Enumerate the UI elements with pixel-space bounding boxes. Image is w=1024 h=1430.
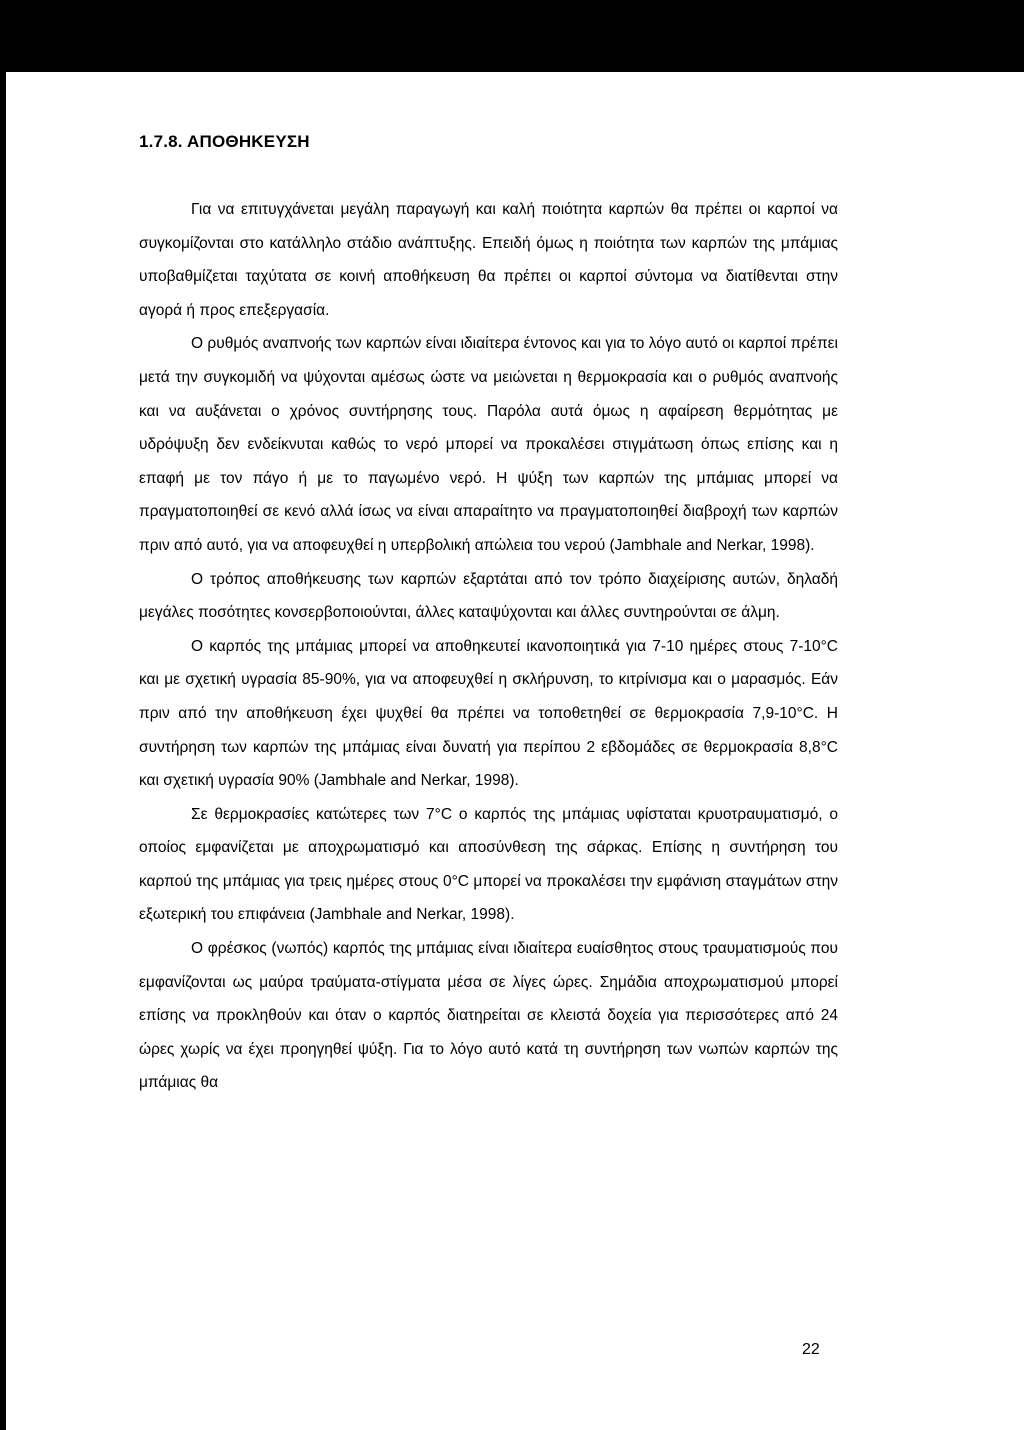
scan-top-border <box>0 0 1024 72</box>
paragraph-chilling-injury: Σε θερμοκρασίες κατώτερες των 7°C ο καρπός της μπάμιας υφίσταται κρυοτραυματισμό, ο οποίος εμφανίζεται με αποχρωματισμό και αποσύνθεση της σάρκας. Επίσης η συντήρηση του καρπού της μπάμιας για τρεις ημέρες στους 0°C μπορεί να προκαλέσει την εμφάνιση σταγμάτων στην εξωτερική του επιφάνεια (Jambhale and Nerkar, 1998). <box>139 805 838 924</box>
body-text <box>139 193 838 1100</box>
paragraph-intro: Για να επιτυγχάνεται μεγάλη παραγωγή και καλή ποιότητα καρπών θα πρέπει οι καρποί να συγκομίζονται στο κατάλληλο στάδιο ανάπτυξης. Επειδή όμως η ποιότητα των καρπών της μπάμιας υποβαθμίζεται ταχύτατα σε κοινή αποθήκευση θα πρέπει οι καρποί σύντομα να διατίθενται στην αγορά ή προς επεξεργασία. <box>139 201 838 319</box>
section-heading: 1.7.8. ΑΠΟΘΗΚΕΥΣΗ <box>139 132 310 151</box>
scan-left-border <box>0 0 6 1430</box>
paragraph-fresh-fruit: Ο φρέσκος (νωπός) καρπός της μπάμιας είναι ιδιαίτερα ευαίσθητος στους τραυματισμούς που εμφανίζονται ως μαύρα τραύματα-στίγματα μέσα σε λίγες ώρες. Σημάδια αποχρωματισμού μπορεί επίσης να προκληθούν και όταν ο καρπός διατηρείται σε κλειστά δοχεία για περισσότερες από 24 ώρες χωρίς να έχει προηγηθεί ψύξη. Για το λόγο αυτό κατά τη συντήρηση των νωπών καρπών της μπάμιας θα <box>139 940 838 1092</box>
paragraph-respiration: Ο ρυθμός αναπνοής των καρπών είναι ιδιαίτερα έντονος και για το λόγο αυτό οι καρποί πρέπει μετά την συγκομιδή να ψύχονται αμέσως ώστε να μειώνεται η θερμοκρασία και ο ρυθμός αναπνοής και να αυξάνεται ο χρόνος συντήρησης τους. Παρόλα αυτά όμως η αφαίρεση θερμότητας με υδρόψυξη δεν ενδείκνυται καθώς το νερό μπορεί να προκαλέσει στιγμάτωση όπως επίσης και η επαφή με τον πάγο ή με το παγωμένο νερό. Η ψύξη των καρπών της μπάμιας μπορεί να πραγματοποιηθεί σε κενό αλλά ίσως να είναι απαραίτητο να πραγματοποιηθεί διαβροχή των καρπών πριν από αυτό, για να αποφευχθεί η υπερβολική απώλεια του νερού (Jambhale and Nerkar, 1998). <box>139 335 838 554</box>
paragraph-storage-conditions: Ο καρπός της μπάμιας μπορεί να αποθηκευτεί ικανοποιητικά για 7-10 ημέρες στους 7-10°C και με σχετική υγρασία 85-90%, για να αποφευχθεί η σκλήρυνση, το κιτρίνισμα και ο μαρασμός. Εάν πριν από την αποθήκευση έχει ψυχθεί θα πρέπει να τοποθετηθεί σε θερμοκρασία 7,9-10°C. Η συντήρηση των καρπών της μπάμιας είναι δυνατή για περίπου 2 εβδομάδες σε θερμοκρασία 8,8°C και σχετική υγρασία 90% (Jambhale and Nerkar, 1998). <box>139 637 838 790</box>
page-number: 22 <box>802 1341 820 1358</box>
paragraph-storage-method: Ο τρόπος αποθήκευσης των καρπών εξαρτάται από τον τρόπο διαχείρισης αυτών, δηλαδή μεγάλες ποσότητες κονσερβοποιούνται, άλλες καταψύχονται και άλλες συντηρούνται σε άλμη. <box>139 570 838 622</box>
